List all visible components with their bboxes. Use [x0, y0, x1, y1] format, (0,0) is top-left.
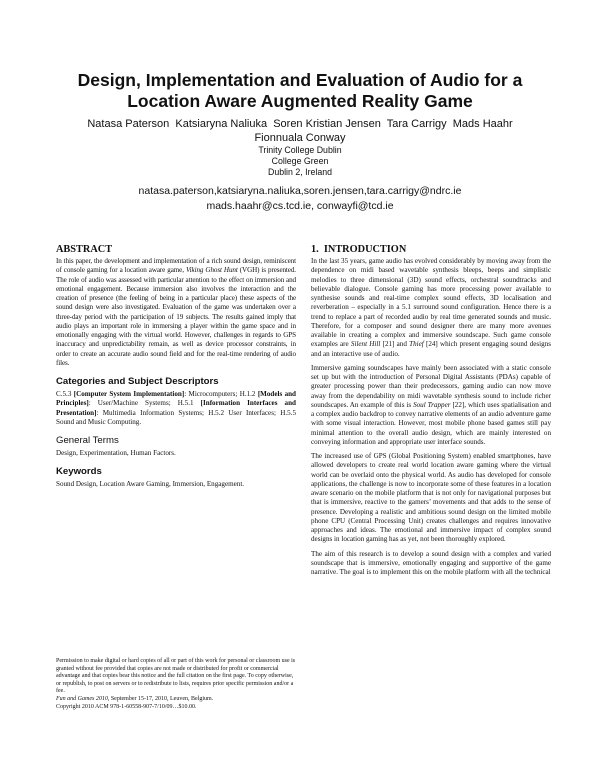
affiliation-line-3: Dublin 2, Ireland — [267, 167, 333, 177]
intro-p2-part-2: [22], which uses spatialisation and a complex audio backdrop to convey narrative elements of an audio adventure game with some visual interaction. However, most mobile phone based games still pay minimal attention to the overall audio design, which are mainly interested on conveying information and appropriate user interface sounds. — [311, 400, 552, 446]
category-rest: : Multimedia Information Systems; H.5.2 User Interfaces; H.5.5 Sound and Music Computing. — [56, 408, 296, 426]
category-rest: : Microcomputers; — [184, 390, 240, 398]
authors-line-1: Natasa Paterson Katsiaryna Naliuka Soren Kristian Jensen Tara Carrigy Mads Haahr — [87, 118, 513, 130]
right-column — [311, 240, 551, 582]
authors-line-2: Fionnuala Conway — [254, 132, 346, 144]
categories-heading: Categories and Subject Descriptors — [56, 376, 219, 387]
category-bold: [Models and Principles] — [56, 390, 297, 408]
venue-name: Fun and Games 2010 — [56, 695, 108, 702]
category-bold: [Information Interfaces and Presentation] — [56, 399, 296, 417]
copyright-line: Copyright 2010 ACM 978-1-60558-907-7/10/09…$10.00. — [56, 703, 197, 710]
category-code: H.1.2 — [239, 390, 258, 398]
general-terms-heading: General Terms — [56, 435, 119, 446]
affiliation-line-2: College Green — [271, 156, 329, 166]
intro-p1-part-3: [24] which present engaging sound designs and an interactive use of audio. — [311, 340, 551, 358]
author-list — [40, 117, 560, 145]
permission-notice — [56, 658, 296, 711]
intro-p1-part-1: In the last 35 years, game audio has evolved considerably by moving away from the dependence on midi based wavetable synthesis bleeps, beeps and simplistic melodies to three dimensional (3D) sound effects, orchestral soundtracks and believable dialogue. Console gaming has more processing power available to synthesise sounds and real-time complex sound effects, 3D localisation and reverberation – especially in a 5.1 surround sound configuration. Hence there is a trend to replace a part of recorded audio by real time generated sounds and music. Therefore, for a composer and sound designer there are many more avenues available in creating a complex and immersive soundscape. Such game console examples are — [311, 257, 551, 349]
permission-text: Permission to make digital or hard copies of all or part of this work for personal or classroom use is granted without fee provided that copies are not made or distributed for profit or commercial advantage and that copies bear this notice and the full citation on the first page. To copy otherwise, or republish, to post on servers or to redistribute to lists, requires prior specific permission and/or a fee. — [56, 658, 296, 695]
title-line-1: Design, Implementation and Evaluation of Audio for a — [77, 70, 523, 90]
abstract-text — [56, 257, 296, 368]
category-code: C.5.3 — [56, 390, 74, 398]
emails-line-2: mads.haahr@cs.tcd.ie, conwayfi@tcd.ie — [206, 200, 394, 212]
intro-p1-part-2: [21] and — [380, 340, 410, 349]
venue-details: , September 15-17, 2010, Leuven, Belgium. — [107, 695, 214, 702]
categories-text — [56, 390, 296, 427]
intro-paragraph-2 — [311, 364, 551, 447]
title-line-2: Location Aware Augmented Reality Game — [127, 91, 473, 111]
abstract-text-part-2: (VGH) is presented. The role of audio was assessed with particular attention to the effect on immersion and emotional engagement. Because immersion also involves the interaction and the creation of presence (the feeling of being in a particular place) these aspects of the sound design were also investigated. Evaluation of the game was undertaken over a three-day period with the participation of 19 subjects. The results gained imply that audio plays an important role in immersing a player within the game space and in emotionally engaging with the virtual world. However, challenges in regards to GPS inaccuracy and unpredictability remain, as well as device processor constraints, in order to create an accurate audio sound field and for the real-time rendering of audio files. — [56, 266, 296, 367]
left-column — [56, 240, 296, 495]
abstract-text-part-1: In this paper, the development and implementation of a rich sound design, reminiscent of console gaming for a location aware game, — [56, 257, 296, 275]
intro-paragraph-1 — [311, 257, 551, 359]
paper-title — [40, 70, 560, 112]
intro-p2-part-1: Immersive gaming soundscapes have mainly been associated with a static console set up but with the introduction of Personal Digital Assistants (PDAs) capable of greater processing power than their predecessors, gaming audio can now move away from the dependability on midi wavetable synthesis sound to include richer soundscapes. An example of this is — [311, 363, 551, 409]
keywords-text: Sound Design, Location Aware Gaming, Immersion, Engagement. — [56, 480, 245, 489]
introduction-heading: 1. INTRODUCTION — [311, 244, 407, 255]
keywords-heading: Keywords — [56, 466, 102, 478]
game-title-italic: Silent Hill — [350, 340, 381, 349]
affiliation-line-1: Trinity College Dublin — [258, 145, 342, 155]
general-terms-text: Design, Experimentation, Human Factors. — [56, 449, 176, 457]
game-title-italic: Soul Trapper — [413, 400, 451, 409]
intro-paragraph-3: The increased use of GPS (Global Positioning System) enabled smartphones, have allowed developers to create real world location aware gaming where the virtual world can be overlaid onto the physical world. As audio has developed for console applications, the challenge is now to incorporate some of these features in a location aware scenario on the mobile platform that is not only for navigational purposes but that is immersive, reactive to the gamers’ movements and that adds to the sense of presence. Developing a realistic and ambitious sound design on the limited mobile phone CPU (Central Processing Unit) creates challenges and requires innovative approaches and ideas. The emotional and immersive impact of complex sound designs in location gaming has as yet, not been thoroughly explored. — [311, 452, 551, 544]
game-title-italic: Thief — [409, 340, 424, 349]
author-emails — [40, 184, 560, 214]
category-bold: [Computer System Implementation] — [73, 390, 185, 398]
affiliation — [40, 145, 560, 178]
intro-paragraph-4: The aim of this research is to develop a sound design with a complex and varied soundscape that is immersive, emotionally engaging and supportive of the game narrative. The goal is to implement this on the mobile platform with all the technical — [311, 549, 551, 576]
emails-line-1: natasa.paterson,katsiaryna.naliuka,soren.jensen,tara.carrigy@ndrc.ie — [138, 185, 462, 197]
venue-line — [56, 696, 296, 704]
category-rest: : User/Machine Systems; H.5.1 — [88, 399, 201, 408]
game-title-italic: Viking Ghost Hunt — [185, 266, 238, 275]
abstract-heading: ABSTRACT — [56, 244, 113, 255]
